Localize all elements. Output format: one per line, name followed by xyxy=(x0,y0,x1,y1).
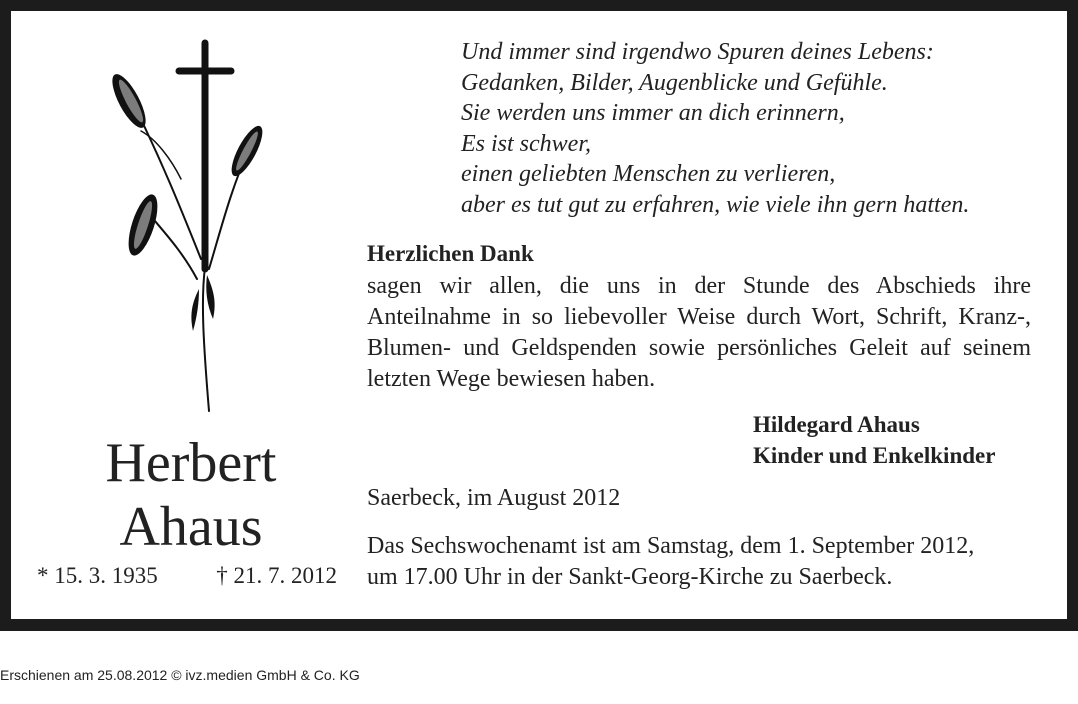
service-announcement xyxy=(367,531,1037,593)
birth-date: * 15. 3. 1935 xyxy=(37,563,158,588)
poem-line: aber es tut gut zu erfahren, wie viele ihn gern hatten. xyxy=(461,191,970,218)
cross-with-wheat-icon xyxy=(101,39,281,429)
poem-line: Gedanken, Bilder, Augenblicke und Gefühle. xyxy=(461,69,888,96)
poem-line: Sie werden uns immer an dich erinnern, xyxy=(461,100,845,126)
poem xyxy=(461,37,1061,220)
deceased-last-name: Ahaus xyxy=(119,496,263,558)
service-line: Das Sechswochenamt ist am Samstag, dem 1. September 2012, xyxy=(367,533,975,559)
deceased-first-name: Herbert xyxy=(105,432,277,494)
place-and-date: Saerbeck, im August 2012 xyxy=(367,485,621,511)
notice-panel xyxy=(11,11,1067,619)
poem-line: Es ist schwer, xyxy=(461,130,592,157)
death-date: † 21. 7. 2012 xyxy=(216,563,337,588)
thanks-text: sagen wir allen, die uns in der Stunde des Abschieds ihre Anteilnahme in so liebevoller Weise durch Wort, Schrift, Kranz-, Blumen- und Geldspenden sowie persönliches Geleit auf seinem letzten Wege bewiesen haben. xyxy=(367,273,1031,392)
signer-family: Kinder und Enkelkinder xyxy=(753,443,996,468)
poem-line: einen geliebten Menschen zu verlieren, xyxy=(461,161,836,187)
life-dates xyxy=(37,563,337,589)
publication-footer: Erschienen am 25.08.2012 © ivz.medien GmbH & Co. KG xyxy=(0,667,360,683)
signer-primary: Hildegard Ahaus xyxy=(753,412,920,437)
service-line: um 17.00 Uhr in der Sankt-Georg-Kirche zu Saerbeck. xyxy=(367,564,893,590)
thanks-heading: Herzlichen Dank xyxy=(367,241,534,266)
signers xyxy=(753,409,995,471)
poem-line: Und immer sind irgendwo Spuren deines Lebens: xyxy=(461,39,934,65)
